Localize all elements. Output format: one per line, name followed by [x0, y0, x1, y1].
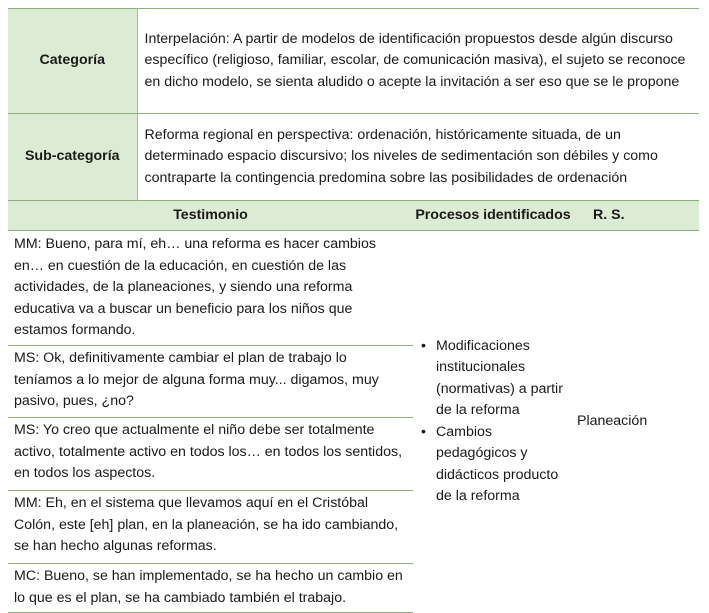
subcategoria-label: Sub-categoría [8, 114, 137, 201]
procesos-list [419, 336, 573, 508]
categoria-row [8, 9, 699, 114]
categoria-text: Interpelación: A partir de modelos de identificación propuestos desde algún discurso específico (religioso, familiar, escolar, de comunicación masiva), el sujeto se reconoce en dicho modelo, se sienta aludido o acepte la invitación a ser eso que se le propone [144, 30, 686, 90]
procesos-cell [413, 231, 573, 613]
bullet-icon: • [421, 337, 426, 354]
testimonio-text: MS: Ok, definitivamente cambiar el plan de trabajo lo teníamos a lo mejor de alguna forma muy... digamos, muy pasivo, pues, ¿no? [8, 346, 413, 418]
testimonio-text: MS: Yo creo que actualmente el niño debe ser totalmente activo, totalmente activo en todos los… en todos los sentidos, en todos los aspectos. [8, 418, 413, 491]
testimonio-text: MM: Bueno, para mí, eh… una reforma es hacer cambios en… en cuestión de la educación, en cuestión de las actividades, de la planeaciones, y siendo una reforma educativa va a buscar un beneficio para los niños que estamos formando. [8, 231, 413, 346]
proceso-text: Modificaciones institucionales (normativas) a partir de la reforma [436, 337, 563, 419]
table-row [8, 231, 699, 346]
list-item [419, 336, 573, 422]
testimonio-text: MC: Bueno, se han implementado, se ha hecho un cambio en lo que es el plan, se ha cambiado también el trabajo. [8, 564, 413, 613]
rs-value: Planeación [577, 413, 648, 429]
list-item [419, 422, 573, 508]
table-header-row [8, 201, 699, 231]
subcategoria-text: Reforma regional en perspectiva: ordenación, históricamente situada, de un determinado espacio discursivo; los niveles de sedimentación son débiles y como contraparte la contingencia predomina sobre las posibilidades de ordenación [144, 126, 658, 186]
header-rs: R. S. [573, 201, 699, 231]
header-testimonio: Testimonio [8, 201, 413, 231]
testimonio-text: MM: Eh, en el sistema que llevamos aquí en el Cristóbal Colón, este [eh] plan, en la planeación, se ha ido cambiando, se han hecho algunas reformas. [8, 491, 413, 564]
analysis-table [8, 8, 699, 613]
bullet-icon: • [421, 423, 426, 440]
proceso-text: Cambios pedagógicos y didácticos producto de la reforma [436, 423, 559, 505]
categoria-label: Categoría [8, 9, 137, 114]
subcategoria-row [8, 114, 699, 201]
document-table-page [8, 8, 699, 613]
header-procesos: Procesos identificados [413, 201, 573, 231]
